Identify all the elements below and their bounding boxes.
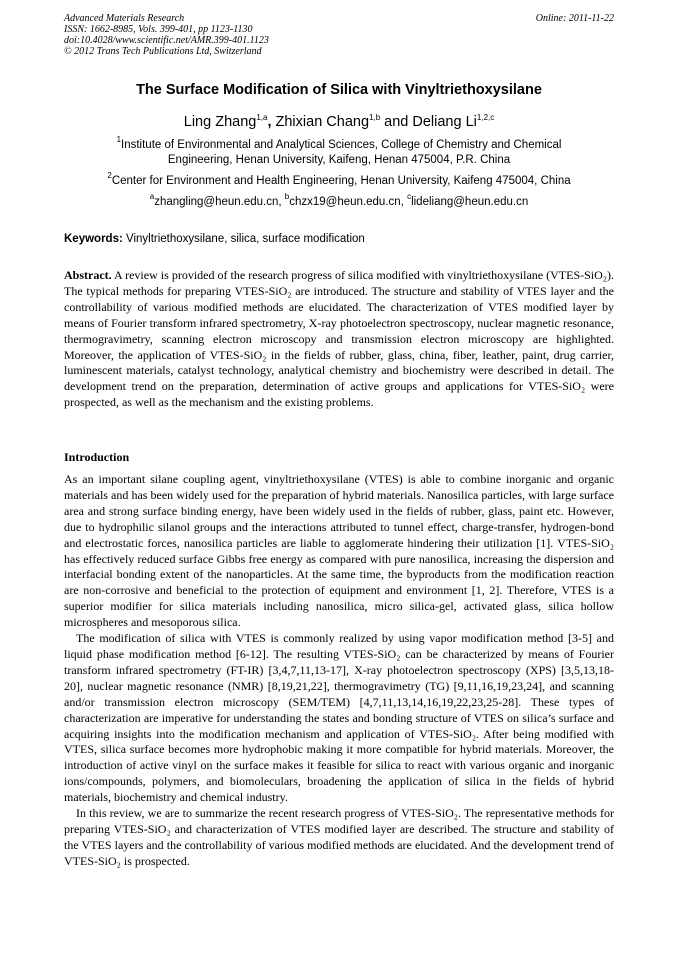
email-sup: b <box>284 192 290 201</box>
issn-line: ISSN: 1662-8985, Vols. 399-401, pp 1123-1130 <box>64 24 253 35</box>
affiliation-sup: 2 <box>107 171 112 180</box>
abstract-label: Abstract. <box>64 268 112 282</box>
author-name: Zhixian Chang <box>275 114 370 130</box>
author-name: Ling Zhang <box>183 114 257 130</box>
online-date: Online: 2011-11-22 <box>535 13 614 24</box>
keywords <box>64 233 614 245</box>
author-separator: and <box>380 114 413 130</box>
introduction-body <box>64 472 614 870</box>
email-list <box>64 192 614 208</box>
abstract-text: A review is provided of the research progress of silica modified with vinyltriethoxysilane (VTES-SiO₂). The typical methods for preparing VTES-SiO₂ are introduced. The structure and stability of VTES layer and the controllability of various modified methods are elucidated. The characterization of VTES modified layer by means of Fourier transform infrared spectrometry, X-ray photoelectron spectroscopy, nuclear magnetic resonance, thermogravimetry, scanning electron microscopy and transmission electron microscopy are highlighted. Moreover, the application of VTES-SiO₂ in the fields of rubber, glass, china, fiber, leather, paint, drug carrier, luminescent materials, catalyst technology, analytical chemistry and biochemistry were described in detail. The development trend on the preparation, determination of active groups and applications for VTES-SiO₂ were prospected, as well as the mechanism and the existing problems. <box>64 268 614 410</box>
paper-title: The Surface Modification of Silica with Vinyltriethoxysilane <box>136 82 542 98</box>
keywords-text: Vinyltriethoxysilane, silica, surface modification <box>122 233 365 245</box>
doi-line[interactable]: doi:10.4028/www.scientific.net/AMR.399-401.1123 <box>64 35 269 46</box>
copyright-line: © 2012 Trans Tech Publications Ltd, Switzerland <box>64 46 262 57</box>
author-list <box>64 114 614 130</box>
affiliation-line: Engineering, Henan University, Kaifeng, Henan 475004, P.R. China <box>167 154 511 166</box>
abstract <box>64 268 614 411</box>
keywords-label: Keywords: <box>64 233 123 245</box>
intro-paragraph: As an important silane coupling agent, vinyltriethoxysilane (VTES) is able to combine inorganic and organic materials and has been widely used for the preparation of hybrid materials. Nanosilica particles, with large surface area and strong surface binding energy, have been widely used in the fields of rubber, glass, paint etc. However, due to hydrophilic silanol groups and the interactions attributed to tunnel effect, charge-transfer, hydrogen-bond and electrostatic forces, nanosilica particles are liable to agglomerate hindering their utilization [1]. VTES-SiO₂ has effectively reduced surface Gibbs free energy as compared with pure nanosilica, increasing the dispersion and interfacial bonding extent of the nanoparticles. At the same time, the byproducts from the modification reaction are non-corrosive and beneficial to the protection of equipment and environment [1, 2]. Therefore, VTES is a superior modifier for silica materials including nanosilica, micro silica-gel, activated glass, silica hollow microspheres and mesoporous silica. <box>64 472 614 630</box>
section-heading-introduction: Introduction <box>64 450 130 464</box>
email-sup: c <box>407 192 412 201</box>
affiliation-2 <box>64 171 614 189</box>
email-address[interactable]: chzx19@heun.edu.cn, <box>289 196 408 208</box>
email-address[interactable]: lideliang@heun.edu.cn <box>411 196 529 208</box>
author-sup: 1,2,c <box>476 113 495 122</box>
intro-paragraph: The modification of silica with VTES is commonly realized by using vapor modification method [3-5] and liquid phase modification method [6-12]. The resulting VTES-SiO₂ can be characterized by means of Fourier transform infrared spectrometry (FT-IR) [3,4,7,11,13-17], X-ray photoelectron spectroscopy (XPS) [3,5,13,18-20], nuclear magnetic resonance (NMR) [8,19,21,22], thermogravimetry (TG) [9,11,16,19,23,24], and scanning and/or transmission electron microscopy (SEM/TEM) [4,7,11,13,14,16,19,22,23,25-28]. These types of characterization are imperative for understanding the states and bonding structure of VTES on silica’s surface and acquiring insights into the modification mechanism and application of VTES-SiO₂. After being modified with VTES, silica surface becomes more hydrophobic making it more compatible for hybrid materials. Moreover, the introduction of active vinyl on the surface makes it feasible for silica to react with various organic and inorganic ions/compounds, polymers, and biomoleculars, broadening the application of silica in the fields of hybrid materials, biochemistry and chemical industry. <box>64 631 614 805</box>
email-sup: a <box>149 192 155 201</box>
author-separator: , <box>267 114 276 130</box>
intro-paragraph: In this review, we are to summarize the recent research progress of VTES-SiO₂. The representative methods for preparing VTES-SiO₂ and characterization of VTES modified layer are described. The structure and stability of the VTES layers and the controllability of various modified methods are elucidated. And the development trend of VTES-SiO₂ is prospected. <box>64 806 614 868</box>
journal-header <box>64 13 614 57</box>
affiliation-1 <box>64 135 614 168</box>
author-sup: 1,a <box>256 113 268 122</box>
affiliation-line: Institute of Environmental and Analytical Sciences, College of Chemistry and Chemical <box>121 139 562 151</box>
email-address[interactable]: zhangling@heun.edu.cn, <box>154 196 285 208</box>
author-name: Deliang Li <box>412 114 477 130</box>
author-sup: 1,b <box>369 113 381 122</box>
affiliation-sup: 1 <box>116 135 122 144</box>
journal-name: Advanced Materials Research <box>64 13 185 24</box>
affiliation-line: Center for Environment and Health Engineering, Henan University, Kaifeng 475004, China <box>111 175 571 187</box>
